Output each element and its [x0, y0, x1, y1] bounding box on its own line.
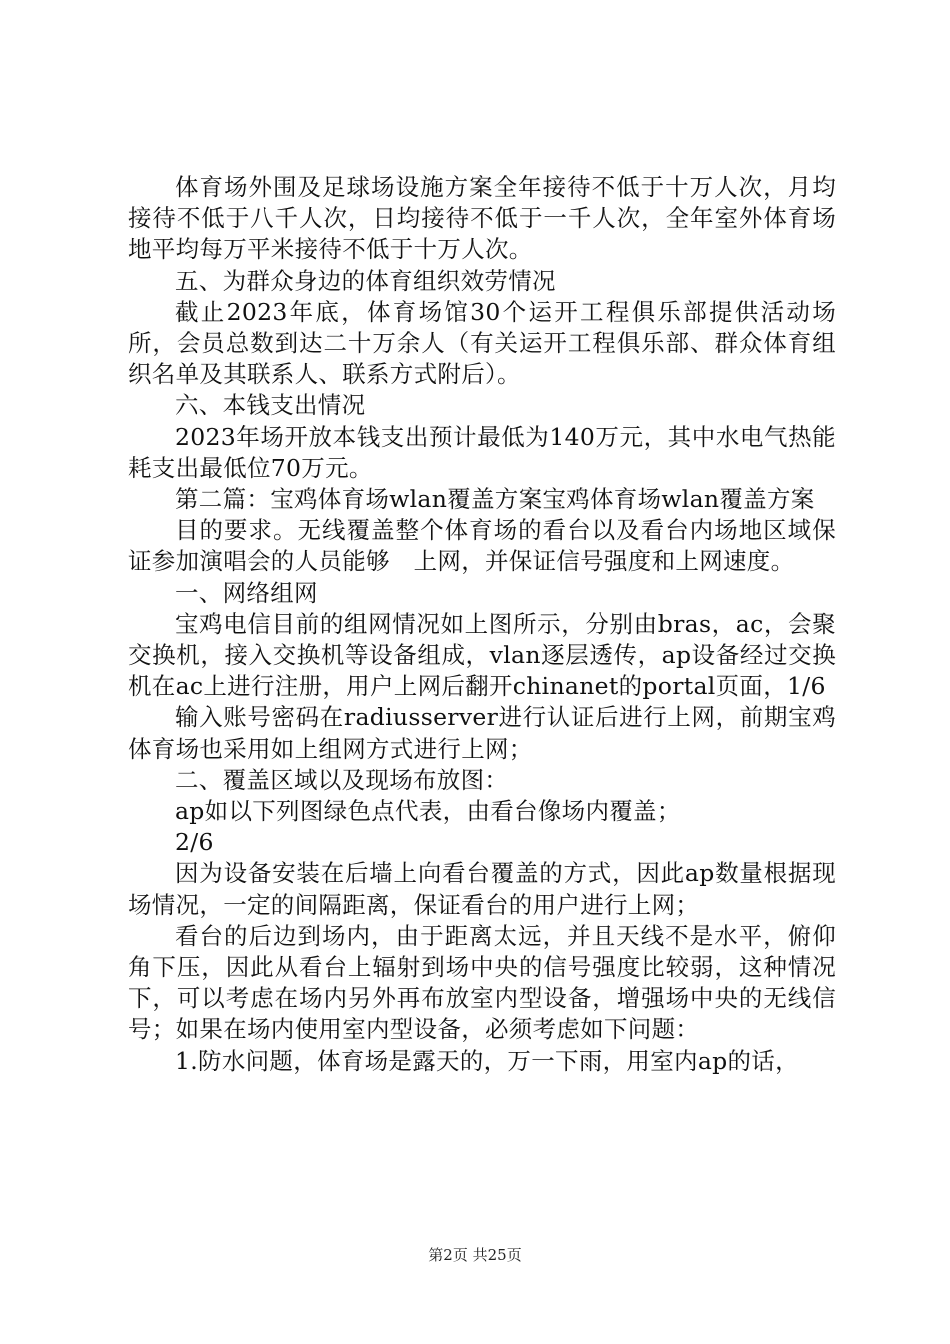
paragraph-page-marker: 2/6	[175, 828, 214, 857]
paragraph-costs: 2023年场开放本钱支出预计最低为140万元，其中水电气热能耗支出最低位70万元。	[128, 422, 836, 482]
heading-network: 一、网络组网	[175, 578, 318, 607]
paragraph-signal-strength: 看台的后边到场内，由于距离太远，并且天线不是水平，俯仰角下压，因此从看台上辐射到场中央的信号强度比较弱，这种情况下，可以考虑在场内另外再布放室内型设备，增强场中央的无线信号；如果在场内使用室内型设备，必须考虑如下问题：	[128, 921, 836, 1044]
paragraph-ap-placement: ap如以下列图绿色点代表，由看台像场内覆盖；	[175, 797, 681, 826]
paragraph-waterproof: 1.防水问题，体育场是露天的，万一下雨，用室内ap的话，	[175, 1046, 799, 1075]
heading-section-five: 五、为群众身边的体育组织效劳情况	[175, 266, 556, 295]
paragraph-network-topology: 宝鸡电信目前的组网情况如上图所示，分别由bras，ac，会聚交换机，接入交换机等设备组成，vlan逐层透传，ap设备经过交换机在ac上进行注册，用户上网后翻开chinanet的portal页面，1/6	[128, 609, 836, 701]
paragraph-stadium-capacity: 体育场外围及足球场设施方案全年接待不低于十万人次，月均接待不低于八千人次，日均接待不低于一千人次，全年室外体育场地平均每万平米接待不低于十万人次。	[128, 173, 836, 264]
document-body	[128, 172, 836, 1077]
paragraph-objective: 目的要求。无线覆盖整个体育场的看台以及看台内场地区域保证参加演唱会的人员能够 上网，并保证信号强度和上网速度。	[128, 516, 836, 576]
heading-coverage-area: 二、覆盖区域以及现场布放图：	[175, 765, 509, 794]
paragraph-authentication: 输入账号密码在radiusserver进行认证后进行上网，前期宝鸡体育场也采用如上组网方式进行上网；	[128, 703, 836, 763]
page-footer: 第2页 共25页	[428, 1246, 522, 1264]
paragraph-clubs: 截止2023年底，体育场馆30个运开工程俱乐部提供活动场所，会员总数到达二十万余人（有关运开工程俱乐部、群众体育组织名单及其联系人、联系方式附后）。	[128, 297, 836, 389]
heading-section-six: 六、本钱支出情况	[175, 391, 366, 420]
heading-part-two: 第二篇：宝鸡体育场wlan覆盖方案宝鸡体育场wlan覆盖方案	[175, 485, 815, 514]
paragraph-wall-mount: 因为设备安装在后墙上向看台覆盖的方式，因此ap数量根据现场情况，一定的间隔距离，保证看台的用户进行上网；	[128, 859, 836, 919]
